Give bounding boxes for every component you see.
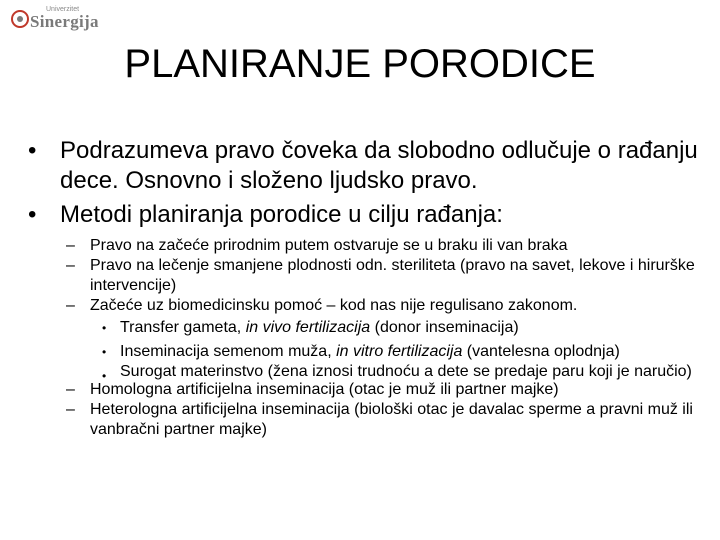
dash-marker: – <box>66 401 75 418</box>
bullet-marker: • <box>28 201 37 228</box>
sub2-item-2 <box>28 400 714 440</box>
dash-marker: – <box>66 297 75 314</box>
subsub-text-a: Transfer gameta, <box>120 319 246 336</box>
subsub-text-b: (vantelesna oplodnja) <box>462 343 620 360</box>
dash-marker: – <box>66 257 75 274</box>
slide-content <box>28 136 714 440</box>
sub2-item-1 <box>28 380 714 400</box>
subsub-text-b: (donor inseminacija) <box>370 319 519 336</box>
sub-item-2 <box>28 256 714 296</box>
sub-item-text: Pravo na lečenje smanjene plodnosti odn. steriliteta (pravo na savet, lekove i hirurške intervencije) <box>90 257 695 294</box>
sub-item-text: Heterologna artificijelna inseminacija (biološki otac je davalac sperme a pravni muž ili vanbračni partner majke) <box>90 401 693 438</box>
logo-emblem-icon <box>10 9 30 29</box>
dot-marker: • <box>102 345 107 359</box>
sub-item-text: Začeće uz biomedicinsku pomoć – kod nas nije regulisano zakonom. <box>90 297 578 314</box>
logo-small-text: Univerzitet <box>46 6 80 13</box>
subsub-text-a: Surogat materinstvo (žena iznosi trudnoću a dete se predaje paru koji je naručio) <box>120 363 692 380</box>
dot-marker: • <box>102 321 107 335</box>
bullet-2 <box>28 200 714 230</box>
sub-item-text: Homologna artificijelna inseminacija (otac je muž ili partner majke) <box>90 381 559 398</box>
dash-marker: – <box>66 237 75 254</box>
dash-marker: – <box>66 381 75 398</box>
logo-name: Sinergija <box>30 12 99 31</box>
subsub-item-2 <box>28 340 714 364</box>
university-logo <box>10 6 100 32</box>
sub-item-3 <box>28 296 714 316</box>
subsub-text-a: Inseminacija semenom muža, <box>120 343 337 360</box>
subsub-item-3 <box>28 363 714 383</box>
sub-item-1 <box>28 236 714 256</box>
subsub-text-italic: in vivo fertilizacija <box>245 319 371 336</box>
bullet-1 <box>28 136 714 196</box>
bullet-text: Podrazumeva pravo čoveka da slobodno odlučuje o rađanju dece. Osnovno i složeno ljudsko pravo. <box>60 137 698 194</box>
dot-marker: • <box>102 369 107 383</box>
slide-title: PLANIRANJE PORODICE <box>124 42 596 86</box>
sub-item-text: Pravo na začeće prirodnim putem ostvaruje se u braku ili van braka <box>90 237 568 254</box>
subsub-item-1 <box>28 316 714 340</box>
bullet-text: Metodi planiranja porodice u cilju rađanja: <box>60 201 503 228</box>
subsub-text-italic: in vitro fertilizacija <box>336 343 463 360</box>
bullet-marker: • <box>28 137 37 164</box>
